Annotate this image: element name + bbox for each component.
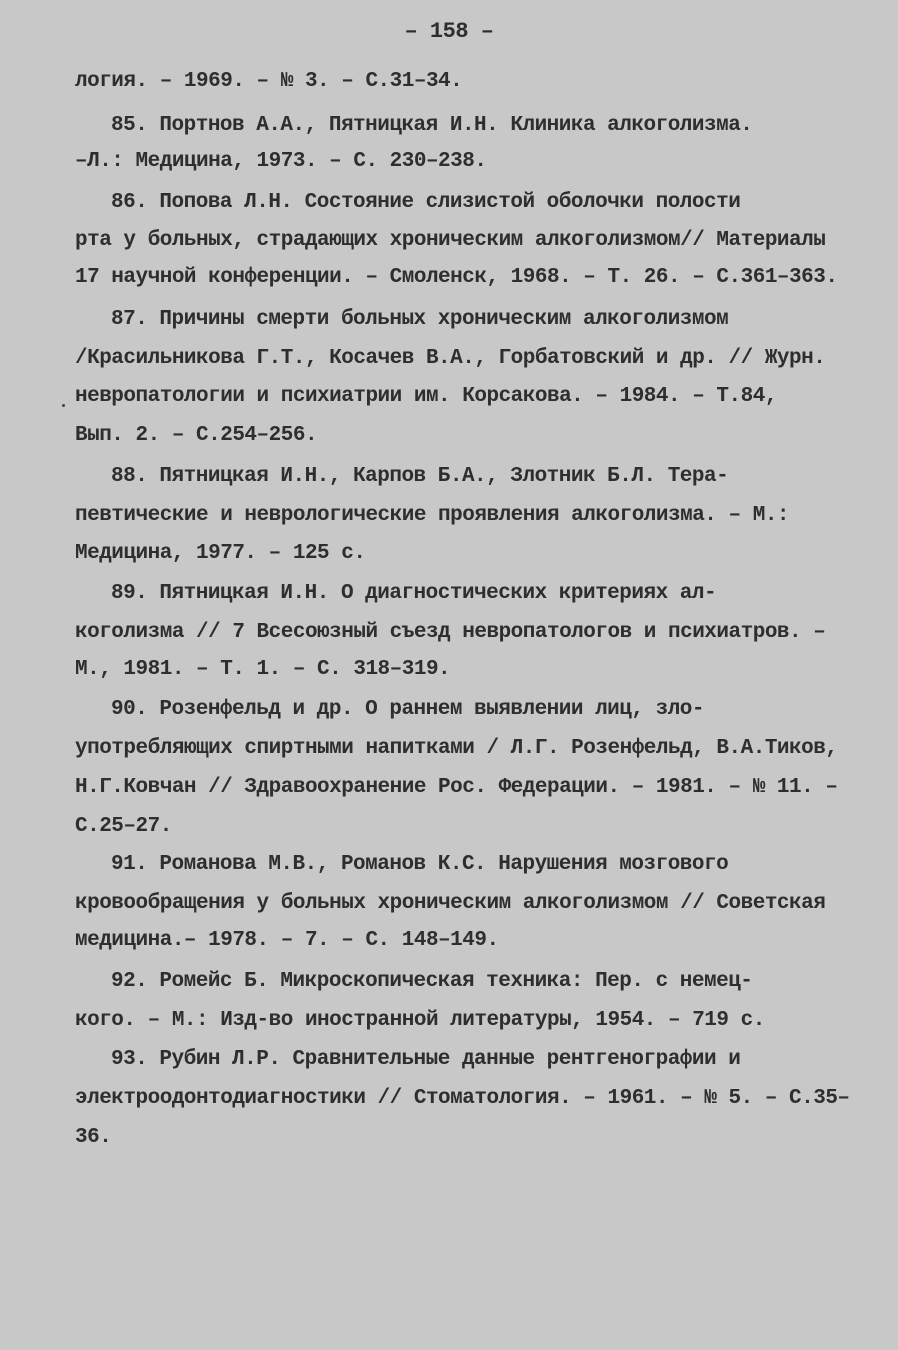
text-line: /Красильникова Г.Т., Косачев В.А., Горбатовский и др. // Журн.	[75, 347, 826, 370]
text-line: Медицина, 1977. – 125 с.	[75, 542, 366, 565]
text-line: употребляющих спиртными напитками / Л.Г. Розенфельд, В.А.Тиков,	[75, 737, 838, 760]
text-line: электроодонтодиагностики // Стоматология. – 1961. – № 5. – С.35–	[75, 1087, 850, 1110]
text-line: логия. – 1969. – № 3. – С.31–34.	[75, 70, 463, 93]
text-line: 93. Рубин Л.Р. Сравнительные данные рентгенографии и	[111, 1048, 741, 1071]
text-line: 85. Портнов А.А., Пятницкая И.Н. Клиника алкоголизма.	[111, 114, 753, 137]
text-line: М., 1981. – Т. 1. – С. 318–319.	[75, 658, 451, 681]
text-line: кровообращения у больных хроническим алкоголизмом // Советская	[75, 892, 826, 915]
text-line: медицина.– 1978. – 7. – С. 148–149.	[75, 929, 499, 952]
text-line: 17 научной конференции. – Смоленск, 1968. – Т. 26. – С.361–363.	[75, 266, 838, 289]
text-line: 87. Причины смерти больных хроническим алкоголизмом	[111, 308, 729, 331]
text-line: С.25–27.	[75, 815, 172, 838]
text-line: 91. Романова М.В., Романов К.С. Нарушения мозгового	[111, 853, 729, 876]
text-line: рта у больных, страдающих хроническим алкоголизмом// Материалы	[75, 229, 826, 252]
text-line: 90. Розенфельд и др. О раннем выявлении лиц, зло-	[111, 698, 705, 721]
text-line: Вып. 2. – С.254–256.	[75, 424, 318, 447]
text-line: Н.Г.Ковчан // Здравоохранение Рос. Федерации. – 1981. – № 11. –	[75, 776, 838, 799]
text-line: певтические и неврологические проявления алкоголизма. – М.:	[75, 504, 790, 527]
text-line: 92. Ромейс Б. Микроскопическая техника: Пер. с немец-	[111, 970, 753, 993]
text-line: 86. Попова Л.Н. Состояние слизистой оболочки полости	[111, 191, 741, 214]
text-line: 88. Пятницкая И.Н., Карпов Б.А., Злотник Б.Л. Тера-	[111, 465, 729, 488]
text-line: невропатологии и психиатрии им. Корсакова. – 1984. – Т.84,	[75, 385, 777, 408]
page-number: – 158 –	[404, 19, 494, 44]
text-line: –Л.: Медицина, 1973. – С. 230–238.	[75, 150, 487, 173]
text-line: кого. – М.: Изд-во иностранной литературы, 1954. – 719 с.	[75, 1009, 765, 1032]
stray-mark	[62, 404, 65, 407]
text-line: 36.	[75, 1126, 112, 1149]
text-line: 89. Пятницкая И.Н. О диагностических критериях ал-	[111, 582, 717, 605]
text-line: коголизма // 7 Всесоюзный съезд невропатологов и психиатров. –	[75, 621, 826, 644]
